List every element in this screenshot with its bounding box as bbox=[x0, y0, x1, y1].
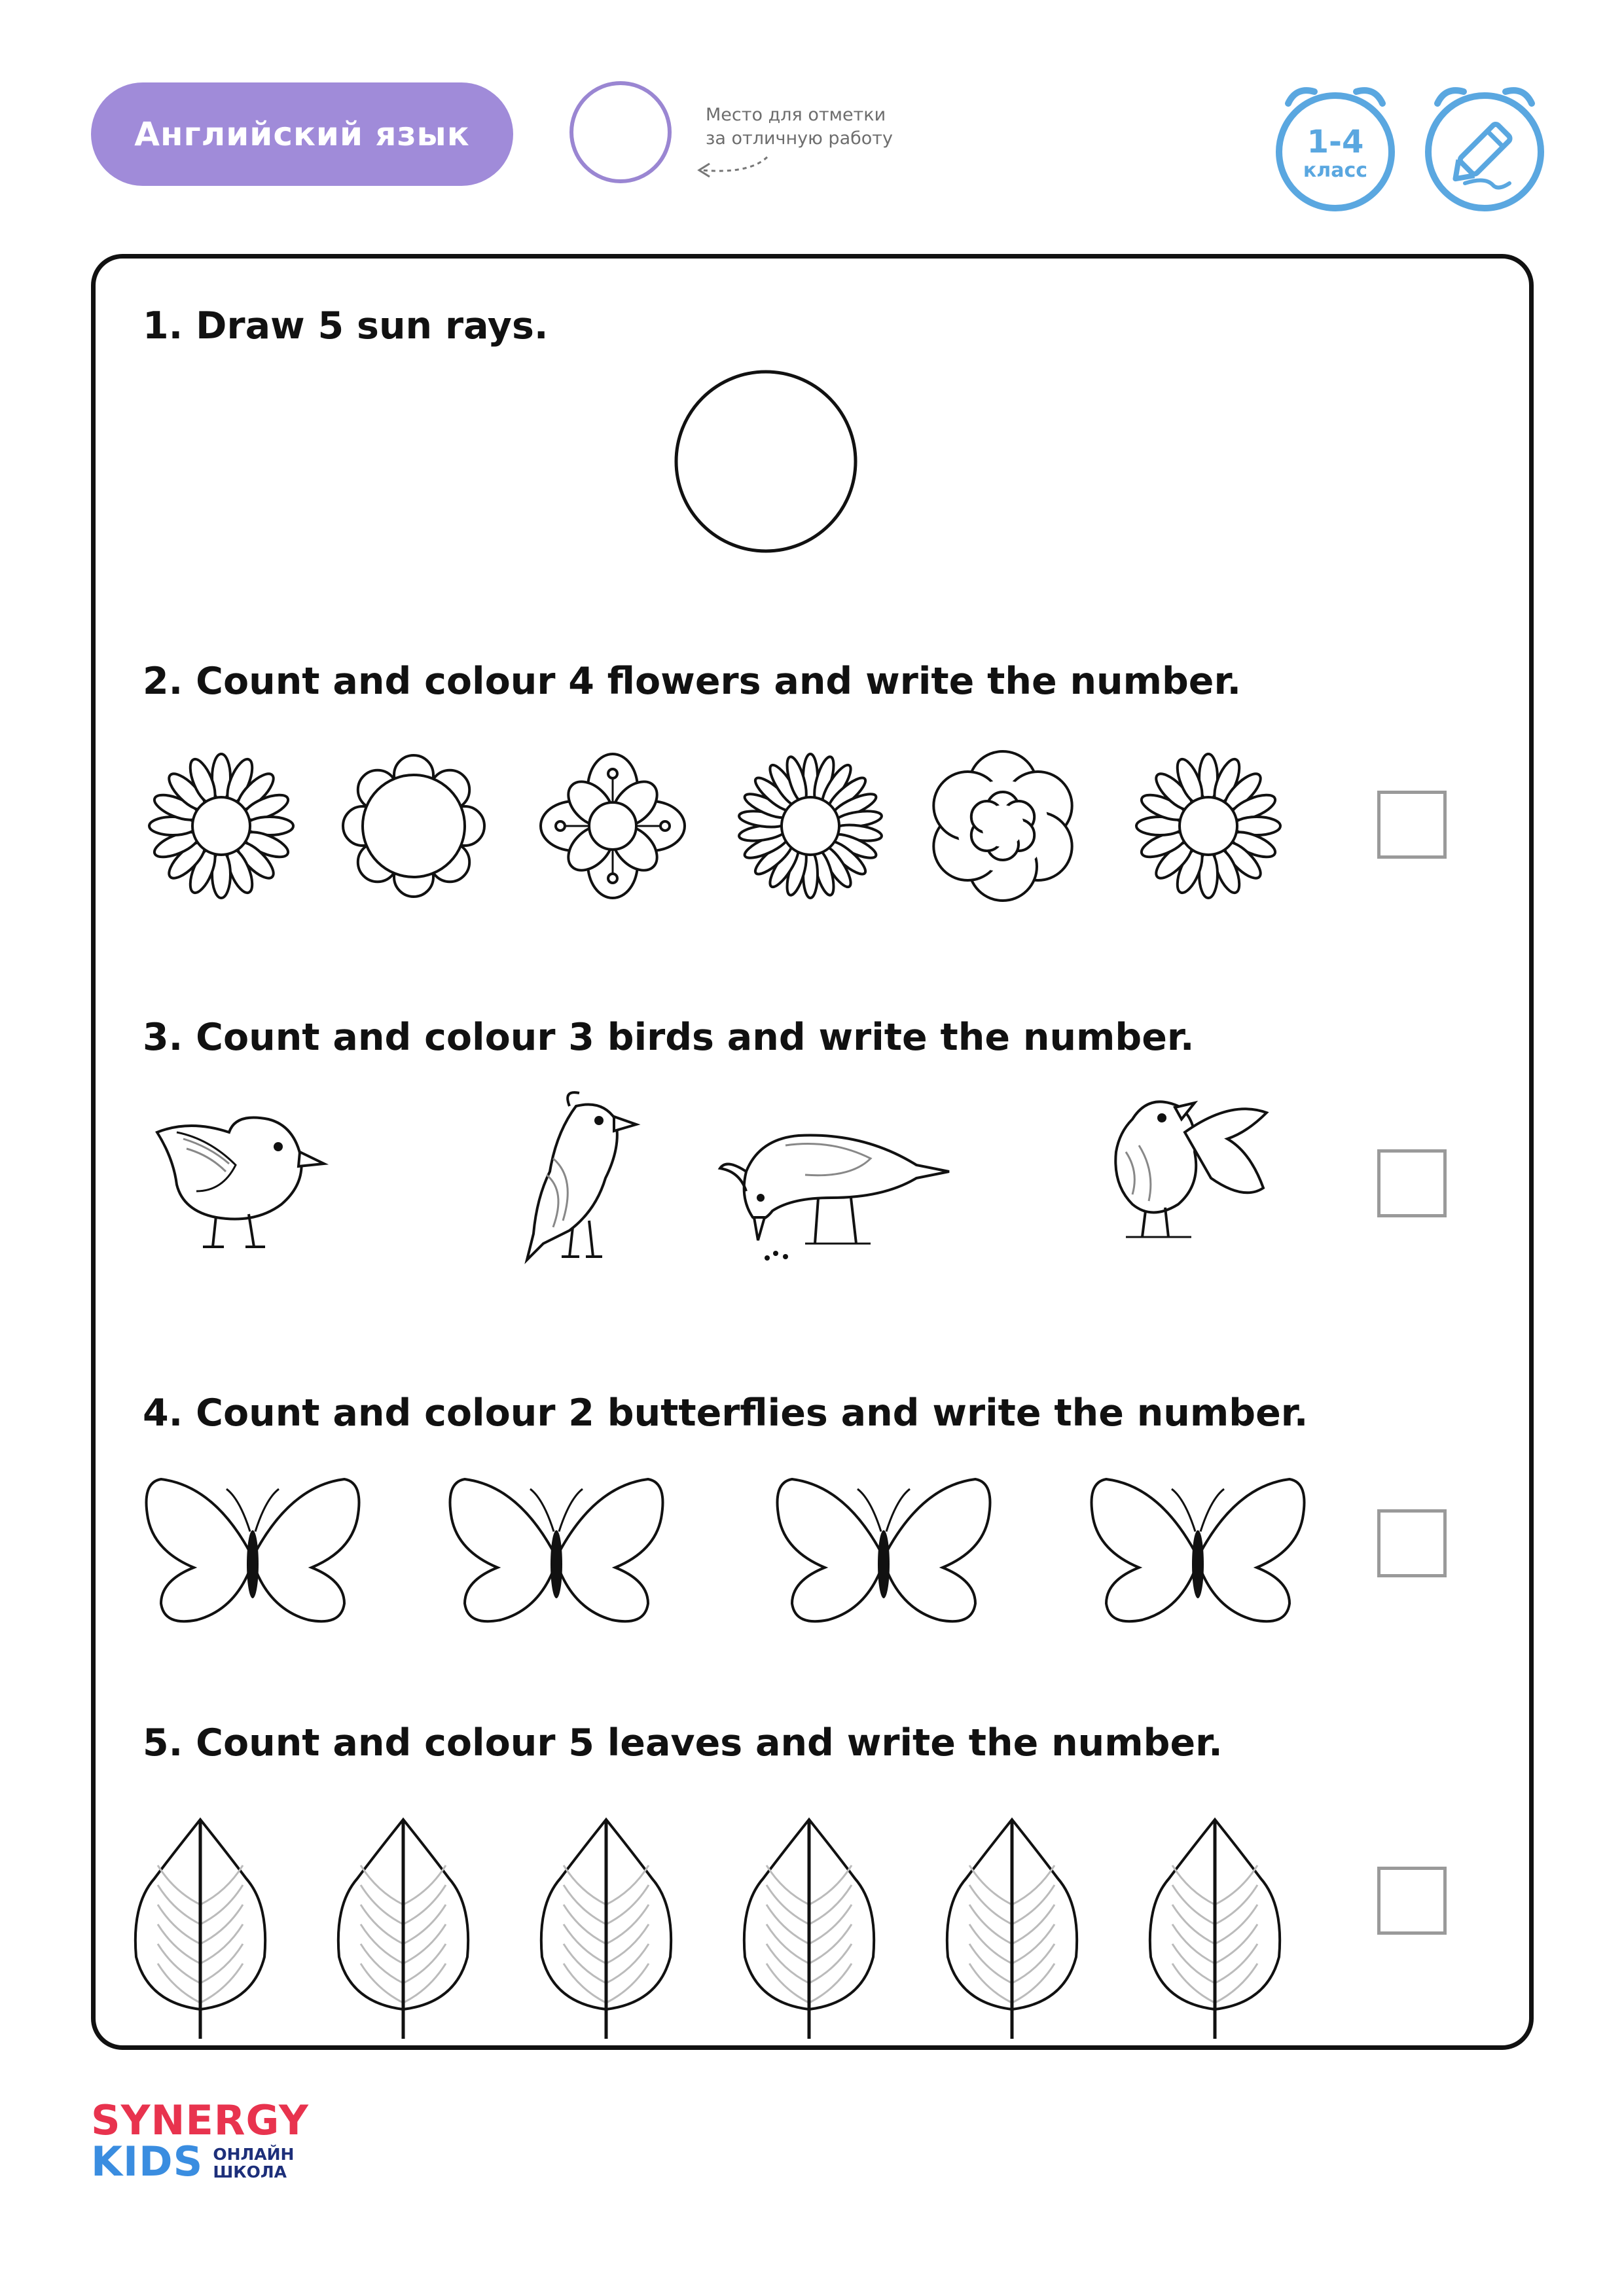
sun-circle-drawing-area[interactable] bbox=[671, 367, 861, 556]
mark-note-line2: за отличную работу bbox=[706, 128, 893, 149]
leaf-2[interactable] bbox=[331, 1806, 475, 2042]
birds-answer-box[interactable] bbox=[1377, 1149, 1447, 1217]
synergy-kids-logo bbox=[91, 2096, 309, 2185]
mark-note-line1: Место для отметки bbox=[706, 105, 886, 125]
subject-badge bbox=[91, 82, 513, 186]
grade-word: класс bbox=[1303, 159, 1368, 182]
butterfly-4[interactable] bbox=[1080, 1460, 1316, 1636]
school-label bbox=[213, 2142, 294, 2181]
flower-6[interactable] bbox=[1130, 747, 1287, 905]
bird-1[interactable] bbox=[137, 1086, 347, 1276]
mark-note bbox=[706, 103, 893, 151]
butterfly-3[interactable] bbox=[766, 1460, 1001, 1636]
leaf-6[interactable] bbox=[1143, 1806, 1287, 2042]
pencil-clock-icon bbox=[1419, 79, 1550, 216]
leaf-1[interactable] bbox=[128, 1806, 272, 2042]
task-5-title: 5. Count and colour 5 leaves and write the number. bbox=[143, 1721, 1223, 1765]
bird-3[interactable] bbox=[700, 1100, 975, 1289]
dashed-arrow-icon bbox=[687, 148, 772, 187]
task-4-title: 4. Count and colour 2 butterflies and write the number. bbox=[143, 1391, 1308, 1435]
flowers-answer-box[interactable] bbox=[1377, 791, 1447, 859]
task-1-title: 1. Draw 5 sun rays. bbox=[143, 304, 549, 348]
task-3-title: 3. Count and colour 3 birds and write the number. bbox=[143, 1016, 1195, 1059]
school-line1: ОНЛАЙН bbox=[213, 2145, 295, 2164]
butterflies-answer-box[interactable] bbox=[1377, 1509, 1447, 1577]
leaves-answer-box[interactable] bbox=[1377, 1867, 1447, 1935]
flower-2[interactable] bbox=[335, 747, 492, 905]
leaf-3[interactable] bbox=[534, 1806, 678, 2042]
butterfly-1[interactable] bbox=[135, 1460, 370, 1636]
flower-5[interactable] bbox=[924, 747, 1081, 905]
leaf-4[interactable] bbox=[737, 1806, 881, 2042]
bird-2[interactable] bbox=[465, 1080, 661, 1270]
flower-4[interactable] bbox=[732, 747, 889, 905]
flower-1[interactable] bbox=[143, 747, 300, 905]
task-2-title: 2. Count and colour 4 flowers and write the number. bbox=[143, 660, 1242, 703]
school-line2: ШКОЛА bbox=[213, 2162, 287, 2181]
flower-3[interactable] bbox=[534, 747, 691, 905]
bird-4[interactable] bbox=[1087, 1073, 1296, 1263]
grade-mark-circle bbox=[569, 81, 672, 183]
subject-label: Английский язык bbox=[134, 115, 470, 153]
brand-line1: SYNERGY bbox=[91, 2096, 309, 2144]
grade-number: 1-4 bbox=[1307, 124, 1364, 160]
leaf-5[interactable] bbox=[940, 1806, 1084, 2042]
butterfly-2[interactable] bbox=[439, 1460, 674, 1636]
grade-clock-icon bbox=[1270, 79, 1401, 216]
brand-line2: KIDS bbox=[91, 2138, 204, 2185]
